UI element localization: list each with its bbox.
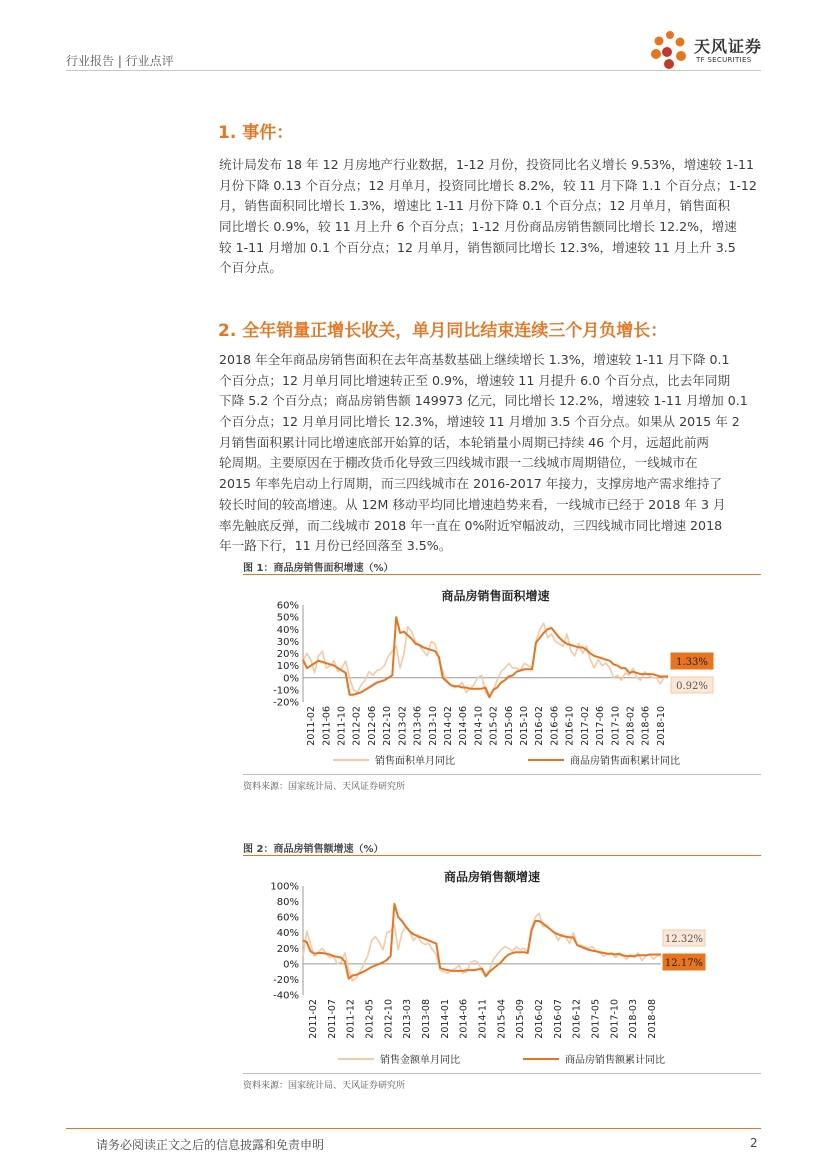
footer-divider: [66, 1128, 761, 1129]
legend-label: 商品房销售额累计同比: [565, 1055, 665, 1066]
text-line: 下降 5.2 个百分点；商品房销售额 149973 亿元，同比增长 12.2%，增速较 1-11 月增加 0.1: [219, 393, 748, 409]
x-tick-label: 2014-11: [477, 999, 489, 1039]
logo-text-cn: 天风证券: [694, 37, 763, 56]
text-line: 较长时间的较高增速。从 12M 移动平均同比增速趋势来看，一线城市已经于 2018 年 3 月: [219, 496, 726, 512]
y-tick-label: 20%: [276, 943, 299, 955]
x-tick-label: 2015-10: [519, 706, 531, 746]
x-tick-label: 2015-06: [503, 706, 515, 746]
x-tick-label: 2011-02: [307, 999, 319, 1039]
section-2-paragraph: [219, 350, 762, 557]
y-tick-label: 100%: [270, 881, 299, 893]
x-tick-label: 2017-10: [610, 706, 622, 746]
x-tick-label: 2018-10: [655, 706, 667, 746]
company-logo: [648, 30, 768, 70]
text-line: 轮周期。主要原因在于棚改货币化导致三四线城市跟一二线城市周期错位，一线城市在: [219, 455, 698, 471]
figure-2-chart: [243, 857, 761, 1071]
text-line: 较 1-11 月增加 0.1 个百分点；12 月单月，销售额同比增长 12.3%，增速较 11 月上升 3.5: [219, 239, 736, 255]
figure-1-chart: [243, 576, 761, 772]
x-tick-label: 2018-08: [647, 999, 659, 1039]
header-breadcrumb: 行业报告 | 行业点评: [66, 54, 174, 68]
x-tick-label: 2017-06: [595, 706, 607, 746]
y-tick-label: -20%: [273, 697, 299, 709]
text-line: 年一路下行，11 月份已经回落至 3.5%。: [219, 538, 452, 554]
y-tick-label: 40%: [276, 624, 299, 636]
footer-disclaimer: 请务必阅读正文之后的信息披露和免责申明: [96, 1138, 325, 1152]
text-line: 统计局发布 18 年 12 月房地产行业数据，1-12 月份，投资同比名义增长 9.53%，增速较 1-11: [219, 157, 755, 172]
y-tick-label: -10%: [273, 685, 299, 697]
y-tick-label: 10%: [276, 661, 299, 673]
text-line: 个百分点；12 月单月同比增长 12.3%，增速较 11 月增加 3.5 个百分点。如果从 2015 年 2: [219, 414, 740, 430]
text-line: 2018 年全年商品房销售面积在去年高基数基础上继续增长 1.3%，增速较 1-11 月下降 0.1: [219, 352, 730, 367]
text-line: 月份下降 0.13 个百分点；12 月单月，投资同比增长 8.2%，较 11 月下降 1.1 个百分点；1-12: [219, 177, 757, 193]
x-tick-label: 2016-10: [564, 706, 576, 746]
y-tick-label: 40%: [276, 928, 299, 940]
header-divider: [66, 70, 761, 71]
y-tick-label: 80%: [276, 897, 299, 909]
x-tick-label: 2014-01: [439, 999, 451, 1039]
logo-mark-icon: [648, 30, 692, 70]
x-tick-label: 2012-02: [351, 706, 363, 746]
x-tick-label: 2016-07: [552, 999, 564, 1039]
x-tick-label: 2013-03: [402, 999, 414, 1039]
text-line: 个百分点；12 月单月同比增速转正至 0.9%，增速较 11 月提升 6.0 个百分点，比去年同期: [219, 372, 731, 388]
y-tick-label: 50%: [276, 612, 299, 624]
legend-label: 商品房销售面积累计同比: [570, 756, 680, 767]
series-line-1: [303, 913, 661, 981]
text-line: 2015 年率先启动上行周期，而三四线城市在 2016-2017 年接力，支撑房地产需求维持了: [219, 476, 723, 492]
x-tick-label: 2011-07: [326, 999, 338, 1039]
series-line-2: [303, 904, 661, 979]
x-tick-label: 2016-02: [534, 706, 546, 746]
section-2-title: 2. 全年销量正增长收关，单月同比结束连续三个月负增长：: [218, 321, 668, 341]
x-tick-label: 2015-09: [515, 999, 527, 1039]
y-tick-label: 20%: [276, 649, 299, 660]
x-tick-label: 2011-10: [336, 706, 348, 746]
figure-1-source: 资料来源：国家统计局、天风证券研究所: [243, 782, 406, 792]
text-line: 月销售面积累计同比增速底部开始算的话，本轮销量小周期已持续 46 个月，远超此前两: [219, 434, 710, 450]
series-end-label: 1.33%: [676, 657, 708, 668]
figure-1-top-rule: [243, 574, 761, 575]
x-tick-label: 2011-12: [345, 999, 357, 1039]
legend-label: 销售金额单月同比: [380, 1055, 460, 1066]
logo-text-en: TF SECURITIES: [696, 56, 752, 64]
series-line-1: [303, 623, 668, 697]
x-tick-label: 2011-06: [321, 706, 333, 746]
x-tick-label: 2014-06: [458, 706, 470, 746]
y-tick-label: 0%: [283, 673, 299, 685]
x-tick-label: 2012-05: [364, 999, 376, 1039]
text-line: 月，销售面积同比增长 1.3%，增速比 1-11 月份下降 0.1 个百分点；12 月单月，销售面积: [219, 198, 731, 214]
series-end-label: 12.17%: [664, 958, 704, 969]
x-tick-label: 2013-10: [427, 706, 439, 746]
x-tick-label: 2013-08: [420, 999, 432, 1039]
figure-2-source: 资料来源：国家统计局、天风证券研究所: [243, 1081, 406, 1091]
x-tick-label: 2014-10: [473, 706, 485, 746]
y-tick-label: 30%: [276, 636, 299, 648]
figure-2-caption: 图 2：商品房销售额增速（%）: [243, 844, 384, 855]
page-number: 2: [750, 1136, 758, 1150]
text-line: 率先触底反弹，而二线城市 2018 年一直在 0%附近窄幅波动，三四线城市同比增速 2018: [219, 517, 723, 533]
x-tick-label: 2013-06: [412, 706, 424, 746]
figure-2-top-rule: [243, 855, 761, 856]
x-tick-label: 2018-06: [640, 706, 652, 746]
x-tick-label: 2014-06: [458, 999, 470, 1039]
x-tick-label: 2017-10: [609, 999, 621, 1039]
chart-title: 商品房销售额增速: [443, 870, 541, 884]
x-tick-label: 2017-05: [590, 999, 602, 1039]
x-tick-label: 2012-06: [366, 706, 378, 746]
text-line: 个百分点。: [219, 260, 282, 276]
chart-1-svg: [243, 576, 761, 772]
y-tick-label: 60%: [276, 912, 299, 924]
x-tick-label: 2013-02: [397, 706, 409, 746]
x-tick-label: 2012-10: [383, 999, 395, 1039]
x-tick-label: 2014-02: [442, 706, 454, 746]
section-1-paragraph: [219, 155, 762, 279]
y-tick-label: -40%: [273, 990, 299, 1002]
x-tick-label: 2012-10: [382, 706, 394, 746]
series-line-2: [303, 617, 668, 697]
x-tick-label: 2016-06: [549, 706, 561, 746]
chart-2-svg: [243, 857, 761, 1071]
figure-2-bottom-rule: [243, 1073, 761, 1074]
text-line: 同比增长 0.9%，较 11 月上升 6 个百分点；1-12 月份商品房销售额同比增长 12.2%，增速: [219, 219, 737, 235]
x-tick-label: 2018-02: [625, 706, 637, 746]
series-end-label: 12.32%: [664, 934, 704, 945]
x-tick-label: 2015-02: [488, 706, 500, 746]
figure-1-caption: 图 1：商品房销售面积增速（%）: [243, 563, 394, 574]
series-end-label: 0.92%: [676, 681, 708, 692]
x-tick-label: 2016-02: [534, 999, 546, 1039]
figure-1-bottom-rule: [243, 774, 761, 775]
y-tick-label: -20%: [273, 974, 299, 986]
x-tick-label: 2017-02: [579, 706, 591, 746]
y-tick-label: 0%: [283, 959, 299, 971]
x-tick-label: 2016-12: [571, 999, 583, 1039]
legend-label: 销售面积单月同比: [375, 756, 455, 767]
y-tick-label: 60%: [276, 600, 299, 612]
x-tick-label: 2018-03: [628, 999, 640, 1039]
chart-title: 商品房销售面积增速: [441, 589, 550, 603]
section-1-title: 1. 事件：: [218, 123, 294, 143]
x-tick-label: 2015-04: [496, 999, 508, 1039]
x-tick-label: 2011-02: [306, 706, 318, 746]
